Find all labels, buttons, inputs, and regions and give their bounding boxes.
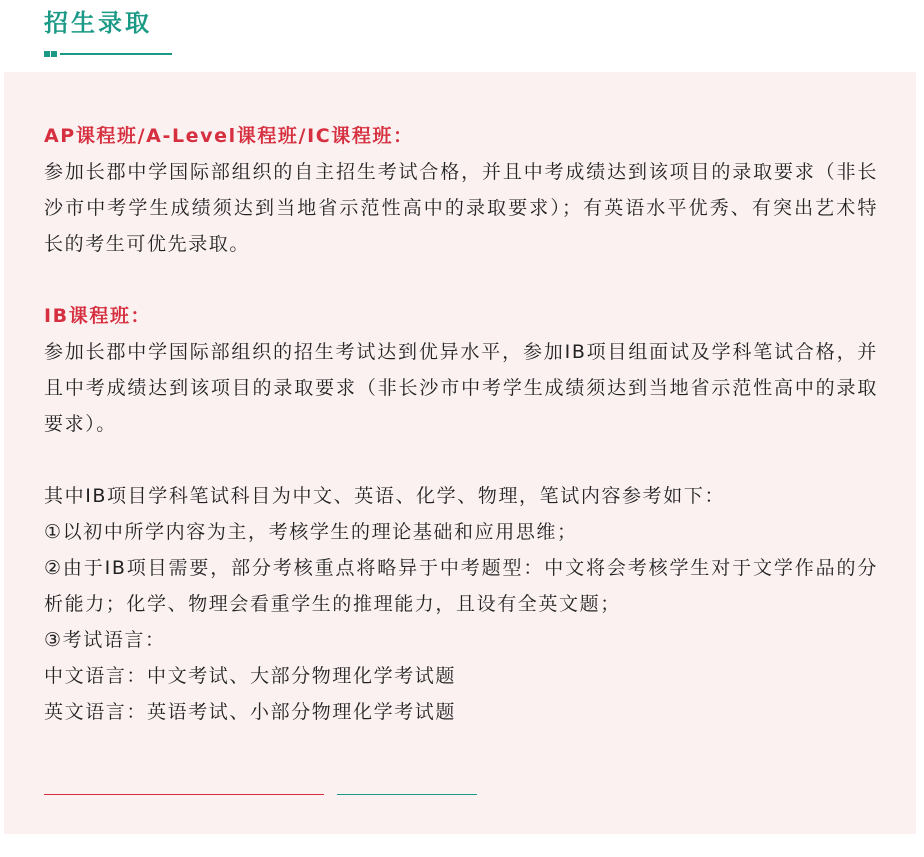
exam-item-1: ①以初中所学内容为主，考核学生的理论基础和应用思维； [44,521,578,543]
decoration-line [60,53,172,55]
ap-section [44,118,878,262]
chinese-language-line: 中文语言：中文考试、大部分物理化学考试题 [44,665,457,687]
footer-divider-green [337,794,477,795]
content-panel [4,72,916,834]
decoration-square [51,51,57,57]
title-decoration [44,50,172,58]
decoration-square [44,51,50,57]
ib-heading: IB课程班： [44,305,152,327]
english-language-line: 英文语言：英语考试、小部分物理化学考试题 [44,701,457,723]
ib-body: 参加长郡中学国际部组织的招生考试达到优异水平，参加IB项目组面试及学科笔试合格，并且中考成绩达到该项目的录取要求（非长沙市中考学生成绩须达到当地省示范性高中的录取要求）。 [44,341,878,435]
exam-item-2: ②由于IB项目需要，部分考核重点将略异于中考题型：中文将会考核学生对于文学作品的分析能力；化学、物理会看重学生的推理能力，且设有全英文题； [44,557,878,615]
exam-item-3: ③考试语言： [44,629,166,651]
exam-intro: 其中IB项目学科笔试科目为中文、英语、化学、物理，笔试内容参考如下： [44,485,726,507]
exam-section [44,478,878,730]
section-title: 招生录取 [44,9,152,37]
admission-content [44,118,878,730]
ib-section [44,298,878,442]
ap-body: 参加长郡中学国际部组织的自主招生考试合格，并且中考成绩达到该项目的录取要求（非长沙市中考学生成绩须达到当地省示范性高中的录取要求）；有英语水平优秀、有突出艺术特长的考生可优先录取。 [44,161,878,255]
footer-divider-red [44,794,324,795]
ap-heading: AP课程班/A-Level课程班/IC课程班： [44,125,414,147]
